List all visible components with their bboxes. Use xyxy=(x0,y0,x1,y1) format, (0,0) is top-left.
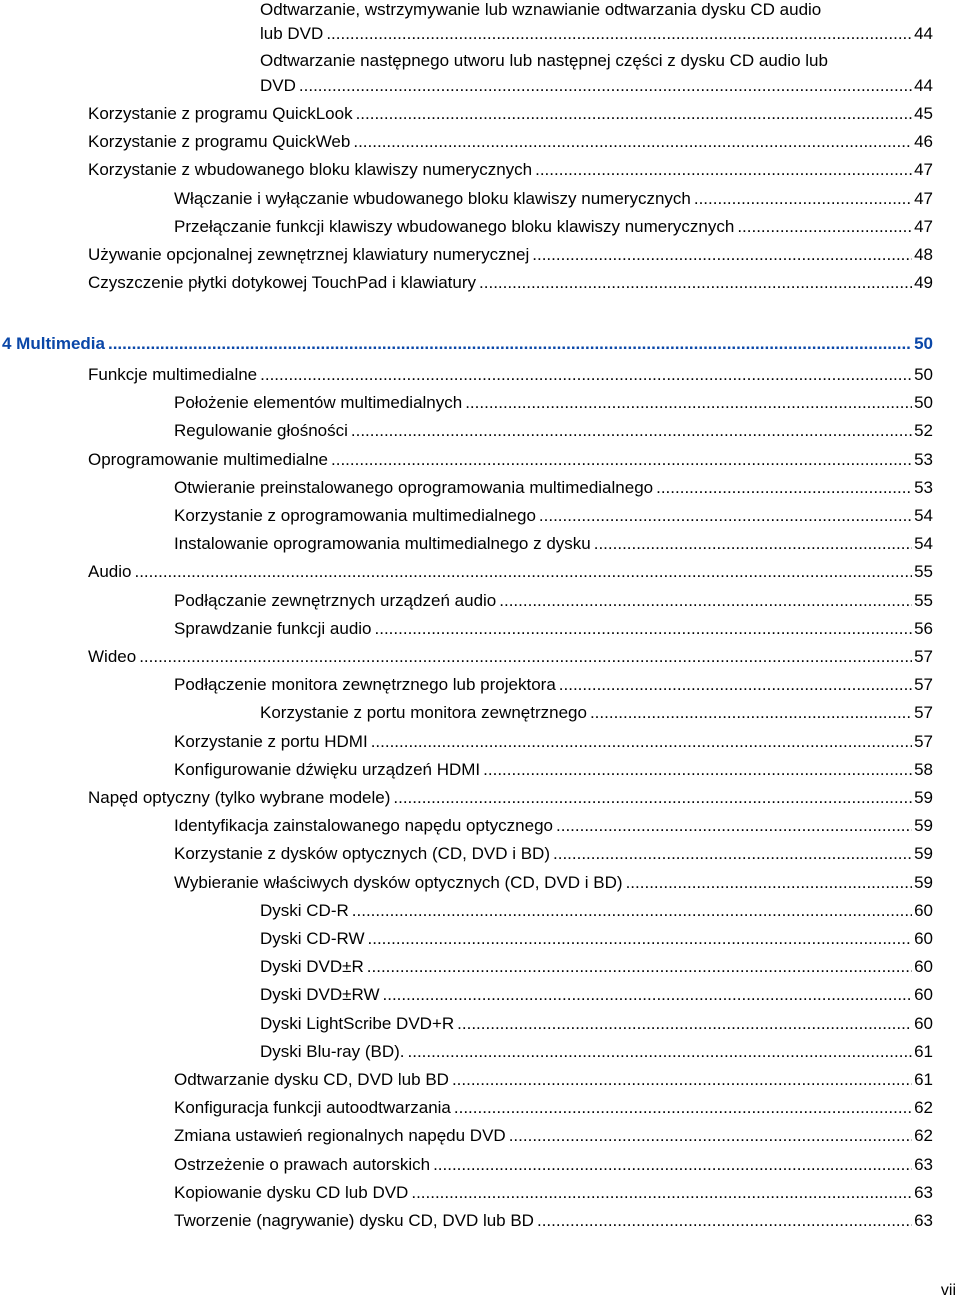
dot-leader xyxy=(553,842,912,866)
toc-entry-title: Przełączanie funkcji klawiszy wbudowanego bloku klawiszy numerycznych xyxy=(174,216,735,236)
dot-leader xyxy=(454,1096,912,1120)
toc-entry-page: 47 xyxy=(914,216,933,236)
dot-leader xyxy=(465,391,912,415)
toc-entry-title: Korzystanie z programu QuickWeb xyxy=(88,132,351,152)
dot-leader xyxy=(134,560,912,584)
dot-leader xyxy=(590,701,912,725)
toc-entry-page: 57 xyxy=(914,731,933,751)
toc-entry-title: Funkcje multimedialne xyxy=(88,364,258,384)
dot-leader xyxy=(626,871,913,895)
toc-entry-title: Odtwarzanie dysku CD, DVD lub BD xyxy=(174,1069,449,1089)
toc-entry-page: 58 xyxy=(914,759,933,779)
dot-leader xyxy=(457,1012,912,1036)
toc-entry-title: Konfigurowanie dźwięku urządzeń HDMI xyxy=(174,759,481,779)
dot-leader xyxy=(509,1124,912,1148)
dot-leader xyxy=(351,419,912,443)
toc-entry[interactable] xyxy=(260,1012,933,1036)
toc-entry[interactable] xyxy=(174,589,933,613)
toc-entry-page: 47 xyxy=(914,160,933,180)
dot-leader xyxy=(537,1209,912,1233)
dot-leader xyxy=(408,1040,913,1064)
toc-entry-page: 46 xyxy=(914,132,933,152)
toc-entry-page: 61 xyxy=(914,1069,933,1089)
toc-entry[interactable] xyxy=(174,673,933,697)
dot-leader xyxy=(393,786,912,810)
toc-entry-title: Dyski DVD±RW xyxy=(260,985,380,1005)
dot-leader xyxy=(383,983,913,1007)
toc-entry-title: Korzystanie z dysków optycznych (CD, DVD i BD) xyxy=(174,844,550,864)
toc-entry-page: 63 xyxy=(914,1154,933,1174)
dot-leader xyxy=(594,532,912,556)
toc-entry-page: 54 xyxy=(914,534,933,554)
toc-entry-title: lub DVD xyxy=(260,24,324,43)
toc-entry[interactable] xyxy=(174,730,933,754)
toc-entry-title: Dyski LightScribe DVD+R xyxy=(260,1013,455,1033)
toc-entry[interactable] xyxy=(174,1068,933,1092)
dot-leader xyxy=(139,645,912,669)
toc-entry[interactable] xyxy=(260,983,933,1007)
toc-entry-page: 53 xyxy=(914,449,933,469)
toc-entry-title: Używanie opcjonalnej zewnętrznej klawiatury numerycznej xyxy=(88,245,530,264)
dot-leader xyxy=(539,504,912,528)
toc-entry-title: Korzystanie z oprogramowania multimedialnego xyxy=(174,505,536,525)
toc-entry[interactable] xyxy=(88,560,933,584)
toc-entry[interactable] xyxy=(260,701,933,725)
toc-entry-title: Oprogramowanie multimedialne xyxy=(88,449,329,469)
toc-entry-title-line[interactable]: Odtwarzanie następnego utworu lub następnej części z dysku CD audio lub xyxy=(260,51,828,70)
dot-leader xyxy=(108,332,912,356)
toc-entry-page: 49 xyxy=(914,273,933,293)
toc-entry[interactable] xyxy=(88,645,933,669)
toc-entry-page: 63 xyxy=(914,1182,933,1202)
toc-entry-title: Regulowanie głośności xyxy=(174,421,348,441)
dot-leader xyxy=(532,243,912,267)
toc-entry[interactable] xyxy=(260,927,933,951)
toc-entry-page: 60 xyxy=(914,1013,933,1033)
toc-entry-page: 44 xyxy=(914,76,933,95)
toc-entry[interactable] xyxy=(88,363,933,387)
dot-leader xyxy=(535,158,912,182)
toc-entry[interactable] xyxy=(88,271,933,295)
toc-entry-title: Korzystanie z portu HDMI xyxy=(174,731,368,751)
toc-entry-title: DVD xyxy=(260,76,296,95)
toc-entry-title: Konfiguracja funkcji autoodtwarzania xyxy=(174,1098,451,1118)
toc-entry[interactable] xyxy=(260,955,933,979)
toc-entry-page: 60 xyxy=(914,900,933,920)
dot-leader xyxy=(326,22,912,46)
toc-entry[interactable] xyxy=(174,532,933,556)
dot-leader xyxy=(411,1181,912,1205)
toc-entry-title: Położenie elementów multimedialnych xyxy=(174,393,463,413)
toc-entry[interactable] xyxy=(260,22,933,46)
toc-entry-page: 56 xyxy=(914,618,933,638)
toc-entry-title: Dyski Blu-ray (BD). xyxy=(260,1041,405,1061)
toc-entry-page: 54 xyxy=(914,505,933,525)
dot-leader xyxy=(375,617,913,641)
toc-entry-page: 48 xyxy=(914,245,933,264)
dot-leader xyxy=(367,955,912,979)
dot-leader xyxy=(260,363,912,387)
toc-entry[interactable] xyxy=(174,215,933,239)
toc-entry[interactable] xyxy=(174,391,933,415)
toc-entry-page: 52 xyxy=(914,421,933,441)
toc-entry[interactable] xyxy=(174,504,933,528)
toc-entry[interactable] xyxy=(88,786,933,810)
toc-entry-page: 63 xyxy=(914,1210,933,1230)
toc-entry-page: 59 xyxy=(914,872,933,892)
toc-entry-page: 59 xyxy=(914,816,933,836)
dot-leader xyxy=(656,476,912,500)
toc-entry-title: Korzystanie z wbudowanego bloku klawiszy numerycznych xyxy=(88,160,533,180)
toc-entry-page: 59 xyxy=(914,787,933,807)
dot-leader xyxy=(483,758,912,782)
toc-entry-title: Otwieranie preinstalowanego oprogramowania multimedialnego xyxy=(174,477,654,497)
toc-entry[interactable] xyxy=(174,758,933,782)
toc-entry-page: 45 xyxy=(914,104,933,123)
dot-leader xyxy=(353,130,912,154)
toc-entry-title: Wideo xyxy=(88,646,137,666)
toc-entry[interactable] xyxy=(260,1040,933,1064)
toc-entry-page: 44 xyxy=(914,24,933,43)
toc-entry[interactable] xyxy=(174,1124,933,1148)
dot-leader xyxy=(368,927,913,951)
toc-entry-page: 62 xyxy=(914,1126,933,1146)
page-number: vii xyxy=(940,1282,956,1299)
toc-entry[interactable] xyxy=(174,617,933,641)
toc-entry-page: 57 xyxy=(914,675,933,695)
toc-entry[interactable] xyxy=(174,814,933,838)
toc-entry-page: 60 xyxy=(914,985,933,1005)
toc-entry[interactable] xyxy=(174,1181,933,1205)
toc-entry[interactable] xyxy=(88,130,933,154)
toc-entry[interactable] xyxy=(260,74,933,98)
toc-entry[interactable] xyxy=(174,1153,933,1177)
toc-entry-title: Korzystanie z portu monitora zewnętrznego xyxy=(260,703,587,723)
toc-entry[interactable] xyxy=(88,158,933,182)
toc-entry-page: 50 xyxy=(914,393,933,413)
toc-entry-page: 55 xyxy=(914,562,933,582)
toc-entry-page: 59 xyxy=(914,844,933,864)
toc-entry-title-line[interactable]: Odtwarzanie, wstrzymywanie lub wznawianie odtwarzania dysku CD audio xyxy=(260,0,822,19)
toc-entry-title: Dyski CD-RW xyxy=(260,928,365,948)
toc-entry-page: 57 xyxy=(914,703,933,723)
toc-entry-title: Dyski DVD±R xyxy=(260,957,364,977)
toc-entry-title: Dyski CD-R xyxy=(260,900,349,920)
toc-entry[interactable] xyxy=(2,332,933,356)
dot-leader xyxy=(499,589,912,613)
toc-entry[interactable] xyxy=(88,243,933,267)
toc-entry-title: Napęd optyczny (tylko wybrane modele) xyxy=(88,787,391,807)
dot-leader xyxy=(299,74,912,98)
toc-entry-page: 60 xyxy=(914,957,933,977)
toc-entry-page: 60 xyxy=(914,928,933,948)
toc-entry-title: Wybieranie właściwych dysków optycznych (CD, DVD i BD) xyxy=(174,872,623,892)
toc-entry-title: Podłączenie monitora zewnętrznego lub projektora xyxy=(174,675,556,695)
toc-entry-title: Włączanie i wyłączanie wbudowanego bloku klawiszy numerycznych xyxy=(174,188,691,208)
dot-leader xyxy=(433,1153,912,1177)
dot-leader xyxy=(479,271,912,295)
toc-entry-title: Audio xyxy=(88,562,132,582)
toc-entry[interactable] xyxy=(174,1096,933,1120)
toc-entry-title: Tworzenie (nagrywanie) dysku CD, DVD lub BD xyxy=(174,1210,534,1230)
toc-entry[interactable] xyxy=(174,871,933,895)
toc-entry-page: 50 xyxy=(914,364,933,384)
toc-entry[interactable] xyxy=(174,187,933,211)
toc-entry-title: Instalowanie oprogramowania multimedialnego z dysku xyxy=(174,534,591,554)
toc-entry[interactable] xyxy=(260,899,933,923)
toc-entry-title: Sprawdzanie funkcji audio xyxy=(174,618,372,638)
toc-entry-page: 55 xyxy=(914,590,933,610)
toc-entry[interactable] xyxy=(174,1209,933,1233)
dot-leader xyxy=(452,1068,912,1092)
toc-entry[interactable] xyxy=(88,102,933,126)
toc-entry[interactable] xyxy=(174,842,933,866)
toc-entry[interactable] xyxy=(174,419,933,443)
toc-entry-title: Ostrzeżenie o prawach autorskich xyxy=(174,1154,431,1174)
dot-leader xyxy=(371,730,912,754)
toc-entry-page: 50 xyxy=(914,334,933,354)
toc-entry-title: Czyszczenie płytki dotykowej TouchPad i klawiatury xyxy=(88,273,477,293)
dot-leader xyxy=(331,448,912,472)
toc-entry-title: Korzystanie z programu QuickLook xyxy=(88,104,353,123)
dot-leader xyxy=(356,102,913,126)
toc-entry-title: Identyfikacja zainstalowanego napędu optycznego xyxy=(174,816,553,836)
dot-leader xyxy=(556,814,912,838)
toc-entry-page: 53 xyxy=(914,477,933,497)
toc-entry[interactable] xyxy=(88,448,933,472)
toc-entry-title: Zmiana ustawień regionalnych napędu DVD xyxy=(174,1126,506,1146)
dot-leader xyxy=(352,899,912,923)
toc-entry-title: Podłączanie zewnętrznych urządzeń audio xyxy=(174,590,497,610)
dot-leader xyxy=(694,187,912,211)
toc-entry-page: 57 xyxy=(914,646,933,666)
toc-entry-page: 62 xyxy=(914,1098,933,1118)
toc-entry-title: Kopiowanie dysku CD lub DVD xyxy=(174,1182,409,1202)
toc-entry-page: 47 xyxy=(914,188,933,208)
dot-leader xyxy=(737,215,912,239)
toc-entry-title: 4 Multimedia xyxy=(2,334,105,354)
dot-leader xyxy=(559,673,912,697)
toc-entry-page: 61 xyxy=(914,1041,933,1061)
toc-entry[interactable] xyxy=(174,476,933,500)
